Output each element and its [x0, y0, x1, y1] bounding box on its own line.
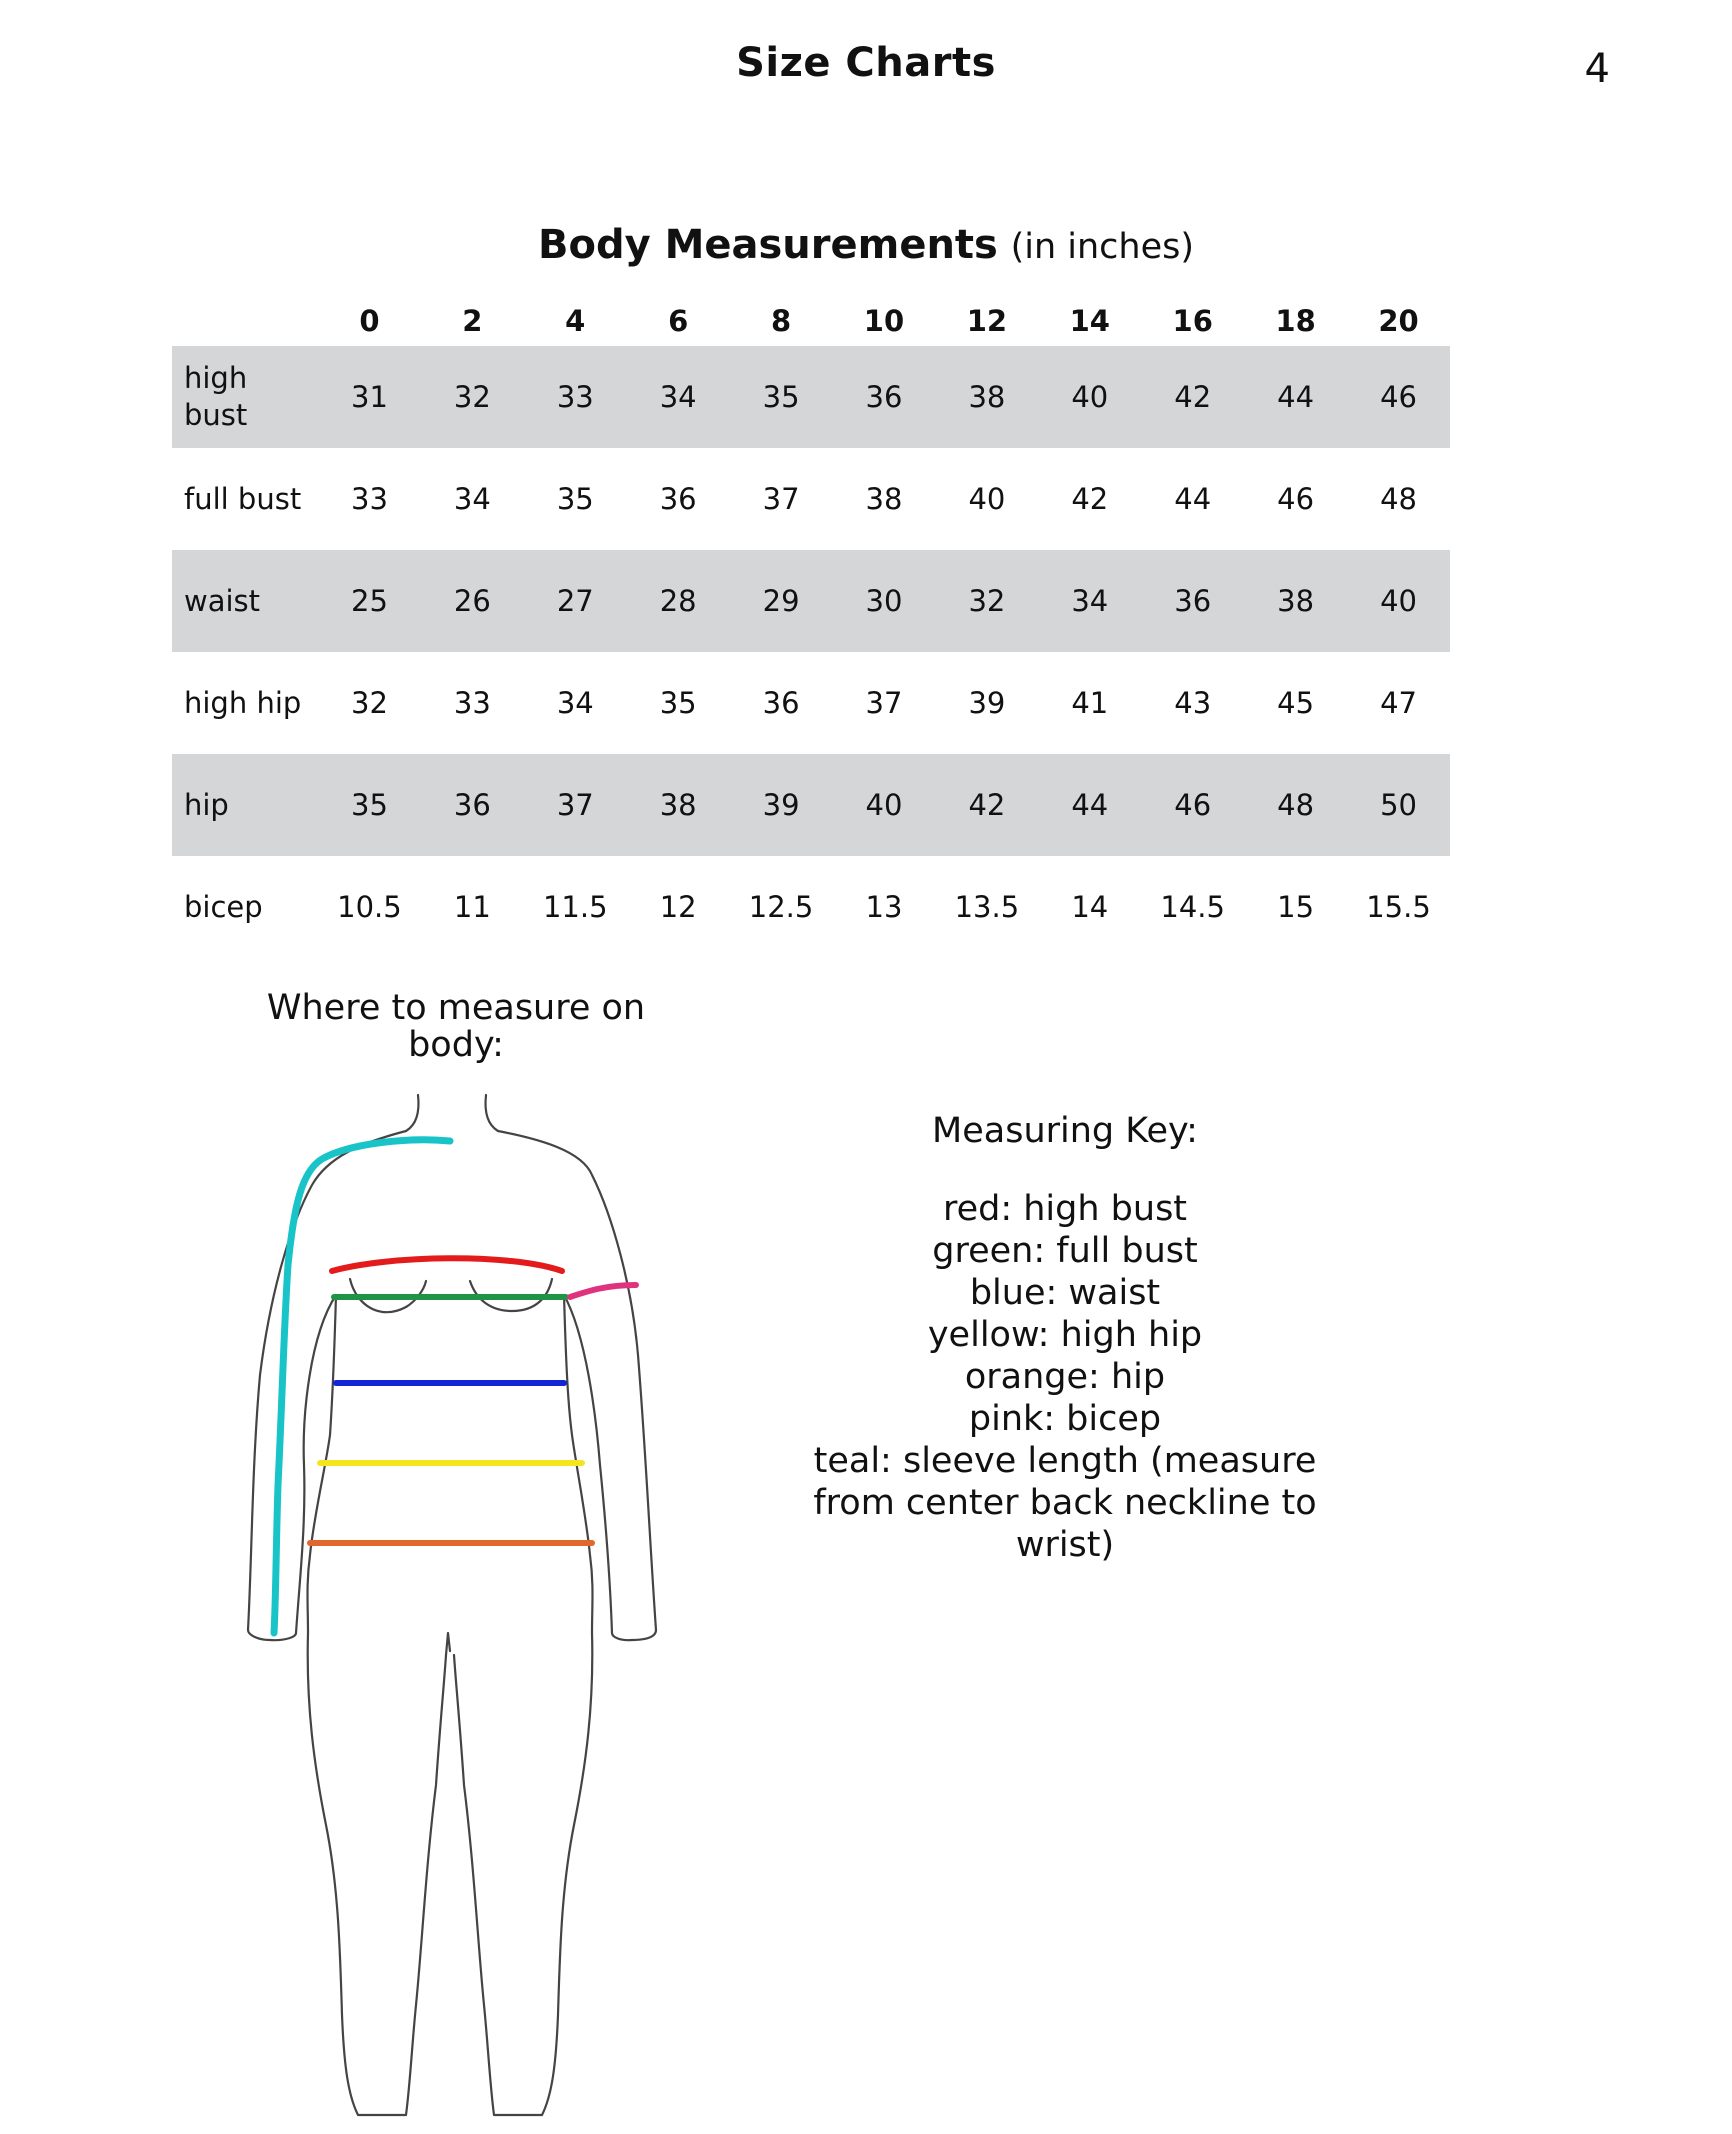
size-header-row [172, 296, 1450, 346]
table-cell: 15 [1277, 890, 1315, 924]
table-cell: 14 [1071, 890, 1109, 924]
table-cell: 35 [659, 686, 697, 720]
key-item: blue: waist [969, 1273, 1161, 1313]
key-title: Measuring Key: [932, 1111, 1198, 1151]
table-cell: 42 [1141, 346, 1244, 448]
table-row [172, 754, 1450, 856]
bicep-line [570, 1285, 636, 1297]
table-cell: 34 [1038, 550, 1141, 652]
table-cell: 35 [556, 482, 594, 516]
table-cell: 40 [1347, 550, 1450, 652]
size-header: 6 [668, 304, 689, 338]
table-cell: 32 [421, 346, 524, 448]
table-cell: 50 [1347, 754, 1450, 856]
table-cell: 46 [1347, 346, 1450, 448]
table-cell: 28 [627, 550, 730, 652]
table-cell: 33 [351, 482, 388, 516]
table-cell: 43 [1174, 686, 1212, 720]
table-cell: 45 [1277, 686, 1315, 720]
size-header: 8 [770, 304, 792, 338]
table-cell: 36 [833, 346, 936, 448]
row-label: hip [172, 754, 318, 856]
table-cell: 11 [453, 890, 491, 924]
table-cell: 42 [1071, 482, 1109, 516]
table-cell: 13.5 [954, 890, 1020, 924]
key-item: red: high bust [942, 1189, 1188, 1229]
size-header: 16 [1172, 304, 1213, 338]
table-cell: 36 [1141, 550, 1244, 652]
row-label: high bust [172, 346, 318, 448]
table-cell: 10.5 [337, 890, 402, 924]
table-cell: 40 [833, 754, 936, 856]
table-heading [0, 222, 1732, 268]
table-cell: 11.5 [542, 890, 608, 924]
table-cell: 36 [659, 482, 697, 516]
table-cell: 46 [1141, 754, 1244, 856]
table-cell: 47 [1380, 686, 1417, 720]
size-header: 4 [565, 304, 586, 338]
table-row [172, 448, 1450, 550]
table-heading-title: Body Measurements [537, 222, 998, 268]
table-cell: 35 [730, 346, 833, 448]
table-row [172, 856, 1450, 958]
body-outline [248, 1095, 656, 2115]
table-cell: 40 [968, 482, 1006, 516]
size-header: 12 [966, 304, 1008, 338]
page-number: 4 [1584, 46, 1610, 92]
table-cell: 38 [865, 482, 903, 516]
table-cell: 31 [318, 346, 421, 448]
table-cell: 41 [1071, 686, 1109, 720]
table-cell: 42 [935, 754, 1038, 856]
size-header: 2 [462, 304, 483, 338]
table-cell: 34 [453, 482, 491, 516]
table-cell: 37 [524, 754, 627, 856]
table-cell: 33 [453, 686, 491, 720]
table-cell: 40 [1038, 346, 1141, 448]
table-cell: 12 [659, 890, 697, 924]
key-item: orange: hip [964, 1357, 1166, 1397]
table-cell: 32 [935, 550, 1038, 652]
body-measurement-figure [230, 1085, 690, 2125]
row-label: full bust [184, 481, 302, 516]
size-header: 0 [359, 304, 380, 338]
table-cell: 39 [968, 686, 1006, 720]
table-cell: 26 [421, 550, 524, 652]
table-heading-unit: (in inches) [1010, 227, 1195, 267]
size-table [172, 296, 1450, 958]
table-cell: 12.5 [748, 890, 814, 924]
table-cell: 27 [524, 550, 627, 652]
table-cell: 33 [524, 346, 627, 448]
table-cell: 44 [1244, 346, 1347, 448]
table-cell: 32 [351, 686, 388, 720]
table-cell: 48 [1380, 482, 1417, 516]
sleeve-length-line [274, 1140, 450, 1633]
table-row [172, 550, 1450, 652]
measuring-key [810, 1110, 1320, 1566]
size-header: 10 [863, 304, 905, 338]
table-cell: 36 [421, 754, 524, 856]
table-cell: 14.5 [1160, 890, 1225, 924]
table-cell: 44 [1038, 754, 1141, 856]
table-row [172, 346, 1450, 448]
size-header: 18 [1275, 304, 1316, 338]
row-label: waist [172, 550, 318, 652]
table-cell: 36 [762, 686, 800, 720]
table-cell: 48 [1244, 754, 1347, 856]
size-header: 14 [1069, 304, 1110, 338]
page-title: Size Charts [736, 40, 996, 86]
table-cell: 25 [318, 550, 421, 652]
table-cell: 38 [935, 346, 1038, 448]
table-cell: 35 [318, 754, 421, 856]
key-item: yellow: high hip [927, 1315, 1203, 1355]
table-cell: 34 [556, 686, 594, 720]
table-cell: 37 [865, 686, 903, 720]
table-cell: 13 [865, 890, 903, 924]
table-cell: 44 [1174, 482, 1212, 516]
table-cell: 15.5 [1366, 890, 1431, 924]
high-bust-line [332, 1258, 562, 1271]
row-label: high hip [184, 685, 302, 720]
row-label: bicep [184, 889, 263, 924]
figure-caption: Where to measure on body: [266, 988, 646, 1065]
table-cell: 46 [1277, 482, 1315, 516]
table-row [172, 652, 1450, 754]
table-cell: 38 [1244, 550, 1347, 652]
size-header: 20 [1378, 304, 1419, 338]
table-cell: 30 [833, 550, 936, 652]
table-cell: 34 [627, 346, 730, 448]
table-cell: 37 [762, 482, 800, 516]
key-item: green: full bust [932, 1231, 1198, 1271]
table-cell: 29 [730, 550, 833, 652]
key-item: pink: bicep [968, 1399, 1162, 1439]
key-item: teal: sleeve length (measure from center back neckline to wrist) [813, 1441, 1317, 1565]
header-corner [172, 296, 318, 346]
table-cell: 39 [730, 754, 833, 856]
table-cell: 38 [627, 754, 730, 856]
